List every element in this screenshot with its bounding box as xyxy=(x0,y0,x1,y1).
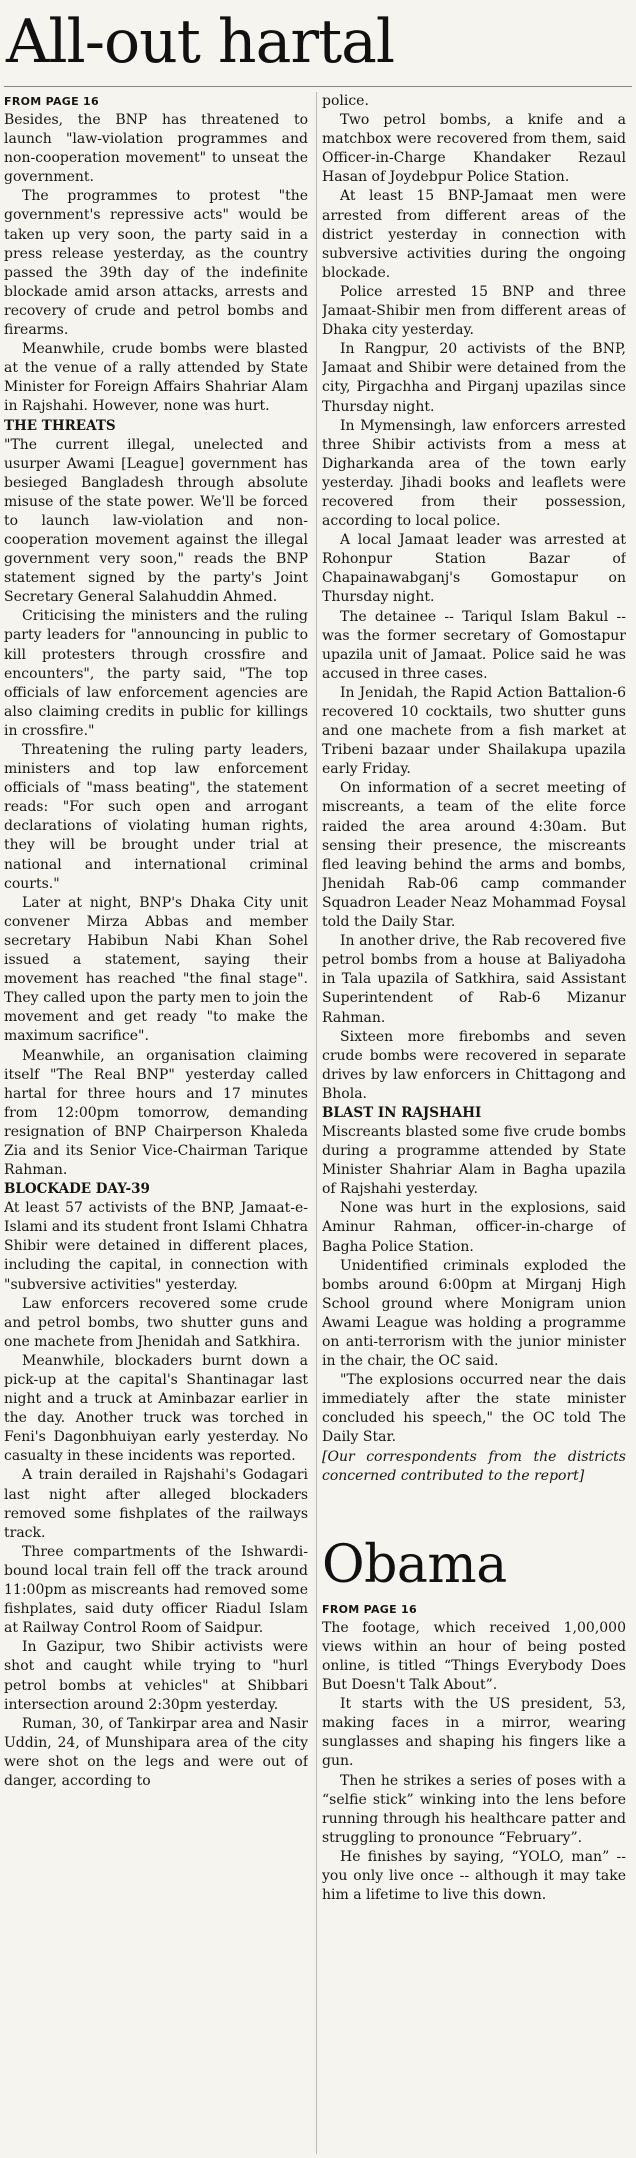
threats-paragraphs xyxy=(4,436,308,1181)
article-paragraph: Miscreants blasted some five crude bombs during a programme attended by State Minister Shahriar Alam in Bagha upazila of Rajshahi yesterday. xyxy=(322,1123,626,1198)
article-paragraph: The detainee -- Tariqul Islam Bakul -- was the former secretary of Gomostapur upazila unit of Jamaat. Police said he was accused in three cases. xyxy=(322,608,626,682)
article-paragraph: Three compartments of the Ishwardi-bound local train fell off the track around 11:00pm as miscreants had removed some fishplates, said duty officer Riadul Islam at Railway Control Room of Saidpur. xyxy=(4,1543,308,1637)
intro-paragraphs xyxy=(4,111,308,417)
article-paragraph: On information of a secret meeting of miscreants, a team of the elite force raided the area around 4:30am. But sensing their presence, the miscreants fled leaving behind the arms and bombs, Jhenidah Rab-06 camp commander Squadron Leader Neaz Mohammad Foysal told the Daily Star. xyxy=(322,780,626,931)
article-paragraph: Ruman, 30, of Tankirpar area and Nasir Uddin, 24, of Munshipara area of the city were shot on the legs and were out of danger, according to xyxy=(4,1715,308,1789)
subhead-threats: THE THREATS xyxy=(4,417,116,434)
article-paragraph: It starts with the US president, 53, making faces in a mirror, wearing sunglasses and shaping his fingers like a gun. xyxy=(322,1696,626,1770)
article-paragraph: Police arrested 15 BNP and three Jamaat-Shibir men from different areas of Dhaka city yesterday. xyxy=(322,283,626,339)
article-paragraph: The footage, which received 1,00,000 views within an hour of being posted online, is titled “Things Everybody Does But Doesn't Talk About”. xyxy=(322,1619,626,1694)
blast-paragraphs xyxy=(322,1123,626,1448)
headline: All-out hartal xyxy=(6,7,395,77)
subhead-blast: BLAST IN RAJSHAHI xyxy=(322,1104,482,1121)
article-paragraph: Threatening the ruling party leaders, ministers and top law enforcement officials of "mass beating", the statement reads: "For such open and arrogant declarations of violating human rights, they will be brought under trial at national and international criminal courts." xyxy=(4,742,308,892)
blockade-paragraphs xyxy=(4,1199,308,1791)
report-credit: [Our correspondents from the districts concerned contributed to the report] xyxy=(322,1448,626,1484)
column-divider xyxy=(316,92,317,2154)
article-paragraph: Law enforcers recovered some crude and petrol bombs, two shutter guns and one machete from Jhenidah and Satkhira. xyxy=(4,1295,308,1350)
article-paragraph: Meanwhile, an organisation claiming itself "The Real BNP" yesterday called hartal for three hours and 17 minutes from 12:00pm tomorrow, demanding resignation of BNP Chairperson Khaleda Zia and its Senior Vice-Chairman Tarique Rahman. xyxy=(4,1047,308,1179)
right-column xyxy=(322,92,626,2154)
article-paragraph: A local Jamaat leader was arrested at Rohonpur Station Bazar of Chapainawabganj's Gomostapur on Thursday night. xyxy=(322,532,626,606)
article-paragraph: Then he strikes a series of poses with a “selfie stick” winking into the lens before running through his healthcare patter and struggling to pronounce “February”. xyxy=(322,1772,626,1846)
continuation-text: police. xyxy=(322,93,369,109)
article-paragraph: Sixteen more firebombs and seven crude bombs were recovered in separate drives by law enforcers in Chittagong and Bhola. xyxy=(322,1028,626,1102)
article-paragraph: "The current illegal, unelected and usurper Awami [League] government has besieged Bangladesh through absolute misuse of the state power. We'll be forced to launch law-violation and non-cooperation movement against the illegal government very soon," reads the BNP statement signed by the party's Joint Secretary General Salahuddin Ahmed. xyxy=(4,436,308,606)
article-paragraph: In another drive, the Rab recovered five petrol bombs from a house at Baliyadoha in Tala upazila of Satkhira, said Assistant Superintendent of Rab-6 Mizanur Rahman. xyxy=(322,933,626,1026)
article-paragraph: Later at night, BNP's Dhaka City unit convener Mirza Abbas and member secretary Habibun Nabi Khan Sohel issued a statement, saying their movement has reached "the final stage". They called upon the party men to join the movement and get ready "to make the maximum sacrifice". xyxy=(4,894,308,1045)
article-paragraph: In Jenidah, the Rapid Action Battalion-6 recovered 10 cocktails, two shutter guns and one machete from a fish market at Tribeni bazaar under Shailakupa upazila early Friday. xyxy=(322,684,626,778)
left-column xyxy=(4,92,308,2154)
article-paragraph: A train derailed in Rajshahi's Godagari last night after alleged blockaders removed some fishplates of the railways track. xyxy=(4,1467,308,1541)
subhead-blockade: BLOCKADE DAY-39 xyxy=(4,1181,150,1198)
article-paragraph: The programmes to protest "the government's repressive acts" would be taken up very soon, the party said in a press release yesterday, as the country passed the 39th day of the indefinite blockade amid arson attacks, arrests and recovery of crude and petrol bombs and firearms. xyxy=(4,188,308,339)
obama-paragraphs xyxy=(322,1619,626,1905)
article-paragraph: He finishes by saying, “YOLO, man” -- you only live once -- although it may take him a lifetime to live this down. xyxy=(322,1848,626,1904)
article-paragraph: Meanwhile, blockaders burnt down a pick-up at the capital's Shantinagar last night and a truck at Aminbazar earlier in the day. Another truck was torched in Feni's Dagonbhuiyan early yesterday. No casualty in these incidents was reported. xyxy=(4,1352,308,1465)
headline-rule xyxy=(4,86,632,87)
article-paragraph: At least 57 activists of the BNP, Jamaat-e-Islami and its student front Islami Chhatra Shibir were detained in different places, including the capital, in connection with "subversive activities" yesterday. xyxy=(4,1200,308,1293)
article-paragraph: "The explosions occurred near the dais immediately after the state minister concluded his speech," the OC told The Daily Star. xyxy=(322,1372,626,1446)
article-paragraph: In Rangpur, 20 activists of the BNP, Jamaat and Shibir were detained from the city, Pirgachha and Pirganj upazilas since Thursday night. xyxy=(322,341,626,415)
obama-kicker: FROM PAGE 16 xyxy=(322,1602,417,1616)
article-paragraph: Two petrol bombs, a knife and a matchbox were recovered from them, said Officer-in-Charge Khandaker Rezaul Hasan of Joydebpur Police Station. xyxy=(322,112,626,186)
article-paragraph: Besides, the BNP has threatened to launch "law-violation programmes and non-cooperation movement" to unseat the government. xyxy=(4,112,308,186)
article-paragraph: In Gazipur, two Shibir activists were shot and caught while trying to "hurl petrol bombs at vehicles" at Shibbari intersection around 2:30pm yesterday. xyxy=(4,1639,308,1713)
article-paragraph: At least 15 BNP-Jamaat men were arrested from different areas of the district yesterday in connection with subversive activities during the ongoing blockade. xyxy=(322,188,626,281)
article-paragraph: Criticising the ministers and the ruling party leaders for "announcing in public to kill protesters through crossfire and encounters", the party said, "The top officials of law enforcement agencies are also claiming credits in public for killings in crossfire." xyxy=(4,608,308,739)
jump-kicker: FROM PAGE 16 xyxy=(4,95,99,108)
article-paragraph: Meanwhile, crude bombs were blasted at the venue of a rally attended by State Minister for Foreign Affairs Shahriar Alam in Rajshahi. However, none was hurt. xyxy=(4,341,308,415)
obama-headline: Obama xyxy=(322,1534,507,1595)
right-paragraphs-a xyxy=(322,111,626,1104)
article-paragraph: Unidentified criminals exploded the bombs around 6:00pm at Mirganj High School ground where Monigram union Awami League was holding a programme on anti-terrorism with the junior minister in the chair, the OC said. xyxy=(322,1257,626,1370)
article-paragraph: In Mymensingh, law enforcers arrested three Shibir activists from a mess at Digharkanda area of the town early yesterday. Jihadi books and leaflets were recovered from their possession, according to local police. xyxy=(322,417,626,530)
article-paragraph: None was hurt in the explosions, said Aminur Rahman, officer-in-charge of Bagha Police Station. xyxy=(322,1200,626,1255)
